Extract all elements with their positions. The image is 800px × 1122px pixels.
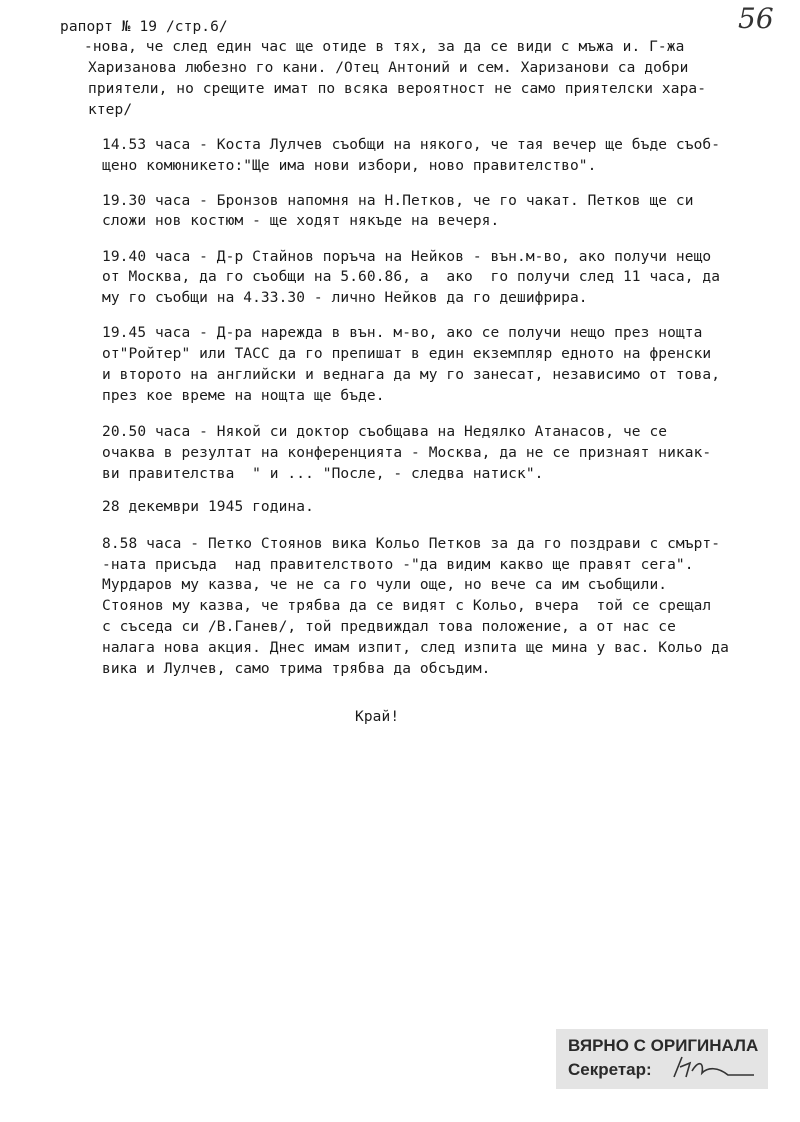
text-line: вика и Лулчев, само трима трябва да обсъдим. [102, 661, 491, 677]
text-line: -ната присъда над правителството -"да видим какво ще правят сега". [102, 557, 694, 573]
text-line: очаква в резултат на конференцията - Москва, да не се признаят никак- [102, 445, 712, 461]
text-line: 19.30 часа - Бронзов напомня на Н.Петков, че го чакат. Петков ще си [102, 193, 694, 209]
text-line: 19.40 часа - Д-р Стайнов поръча на Нейков - вън.м-во, ако получи нещо [102, 249, 712, 265]
text-line: с съседа си /В.Ганев/, той предвиждал това положение, а от нас се [102, 619, 676, 635]
page-number: 56 [738, 2, 774, 35]
text-line: налага нова акция. Днес имам изпит, след изпита ще мина у вас. Кольо да [102, 640, 729, 656]
text-line: му го съобщи на 4.33.30 - лично Нейков да го дешифрира. [102, 290, 588, 306]
text-line: щено комюникето:"Ще има нови избори, ново правителство". [102, 158, 597, 174]
text-line: -нова, че след един час ще отиде в тях, за да се види с мъжа и. Г-жа [84, 39, 685, 55]
stamp-title: ВЯРНО С ОРИГИНАЛА [568, 1036, 759, 1055]
text-line: Мурдаров му казва, че не са го чули още, но вече са им съобщили. [102, 577, 668, 593]
text-line: 14.53 часа - Коста Лулчев съобщи на някого, че тая вечер ще бъде съоб- [102, 137, 721, 153]
text-line: от Москва, да го съобщи на 5.60.86, а ако го получи след 11 часа, да [102, 269, 721, 285]
text-line: 19.45 часа - Д-ра нарежда в вън. м-во, ако се получи нещо през нощта [102, 325, 703, 341]
text-line: през кое време на нощта ще бъде. [102, 388, 385, 404]
report-header: рапорт № 19 /стр.6/ [60, 19, 228, 35]
date-line: 28 декември 1945 година. [102, 499, 314, 515]
text-line: Харизанова любезно го кани. /Отец Антоний и сем. Харизанови са добри [88, 60, 689, 76]
signature [668, 1053, 758, 1083]
text-line: сложи нов костюм - ще ходят някъде на вечеря. [102, 213, 500, 229]
closing-text: Край! [355, 709, 400, 725]
certification-stamp [556, 1029, 768, 1089]
text-line: Стоянов му казва, че трябва да се видят с Кольо, вчера той се срещал [102, 598, 712, 614]
text-line: ви правителства " и ... "После, - следва натиск". [102, 466, 544, 482]
text-line: и второто на английски и веднага да му го занесат, независимо от това, [102, 367, 721, 383]
text-line: 8.58 часа - Петко Стоянов вика Кольо Петков за да го поздрави с смърт- [102, 536, 721, 552]
stamp-secretary-label: Секретар: [568, 1060, 652, 1079]
text-line: 20.50 часа - Някой си доктор съобщава на Недялко Атанасов, че се [102, 424, 668, 440]
text-line: приятели, но срещите имат по всяка вероятност не само приятелски хара- [88, 81, 707, 97]
text-line: от"Ройтер" или ТАСС да го препишат в един екземпляр едното на френски [102, 346, 712, 362]
text-line: ктер/ [88, 102, 133, 118]
